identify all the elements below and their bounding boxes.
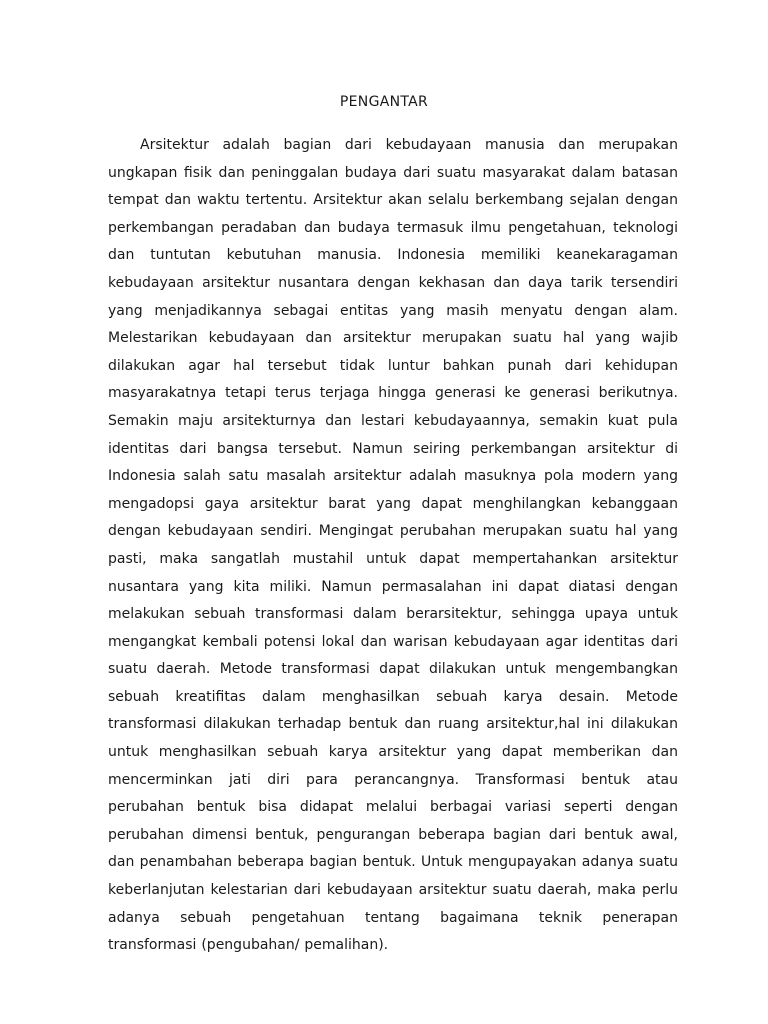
body-paragraph: Arsitektur adalah bagian dari kebudayaan manusia dan merupakan ungkapan fisik dan peninggalan budaya dari suatu masyarakat dalam batasan tempat dan waktu tertentu. Arsitektur akan selalu berkembang sejalan dengan perkembangan peradaban dan budaya termasuk ilmu pengetahuan, teknologi dan tuntutan kebutuhan manusia. Indonesia memiliki keanekaragaman kebudayaan arsitektur nusantara dengan kekhasan dan daya tarik tersendiri yang menjadikannya sebagai entitas yang masih menyatu dengan alam. Melestarikan kebudayaan dan arsitektur merupakan suatu hal yang wajib dilakukan agar hal tersebut tidak luntur bahkan punah dari kehidupan masyarakatnya tetapi terus terjaga hingga generasi ke generasi berikutnya. Semakin maju arsitekturnya dan lestari kebudayaannya, semakin kuat pula identitas dari bangsa tersebut. Namun seiring perkembangan arsitektur di Indonesia salah satu masalah arsitektur adalah masuknya pola modern yang mengadopsi gaya arsitektur barat yang dapat menghilangkan kebanggaan dengan kebudayaan sendiri. Mengingat perubahan merupakan suatu hal yang pasti, maka sangatlah mustahil untuk dapat mempertahankan arsitektur nusantara yang kita miliki. Namun permasalahan ini dapat diatasi dengan melakukan sebuah transformasi dalam berarsitektur, sehingga upaya untuk mengangkat kembali potensi lokal dan warisan kebudayaan agar identitas dari suatu daerah. Metode transformasi dapat dilakukan untuk mengembangkan sebuah kreatifitas dalam menghasilkan sebuah karya desain. Metode transformasi dilakukan terhadap bentuk dan ruang arsitektur,hal ini dilakukan untuk menghasilkan sebuah karya arsitektur yang dapat memberikan dan mencerminkan jati diri para perancangnya. Transformasi bentuk atau perubahan bentuk bisa didapat melalui berbagai variasi seperti dengan perubahan dimensi bentuk, pengurangan beberapa bagian dari bentuk awal, dan penambahan beberapa bagian bentuk. Untuk mengupayakan adanya suatu keberlanjutan kelestarian dari kebudayaan arsitektur suatu daerah, maka perlu adanya sebuah pengetahuan tentang bagaimana teknik penerapan transformasi (pengubahan/ pemalihan). [108,137,678,954]
page-title: PENGANTAR [339,94,429,110]
